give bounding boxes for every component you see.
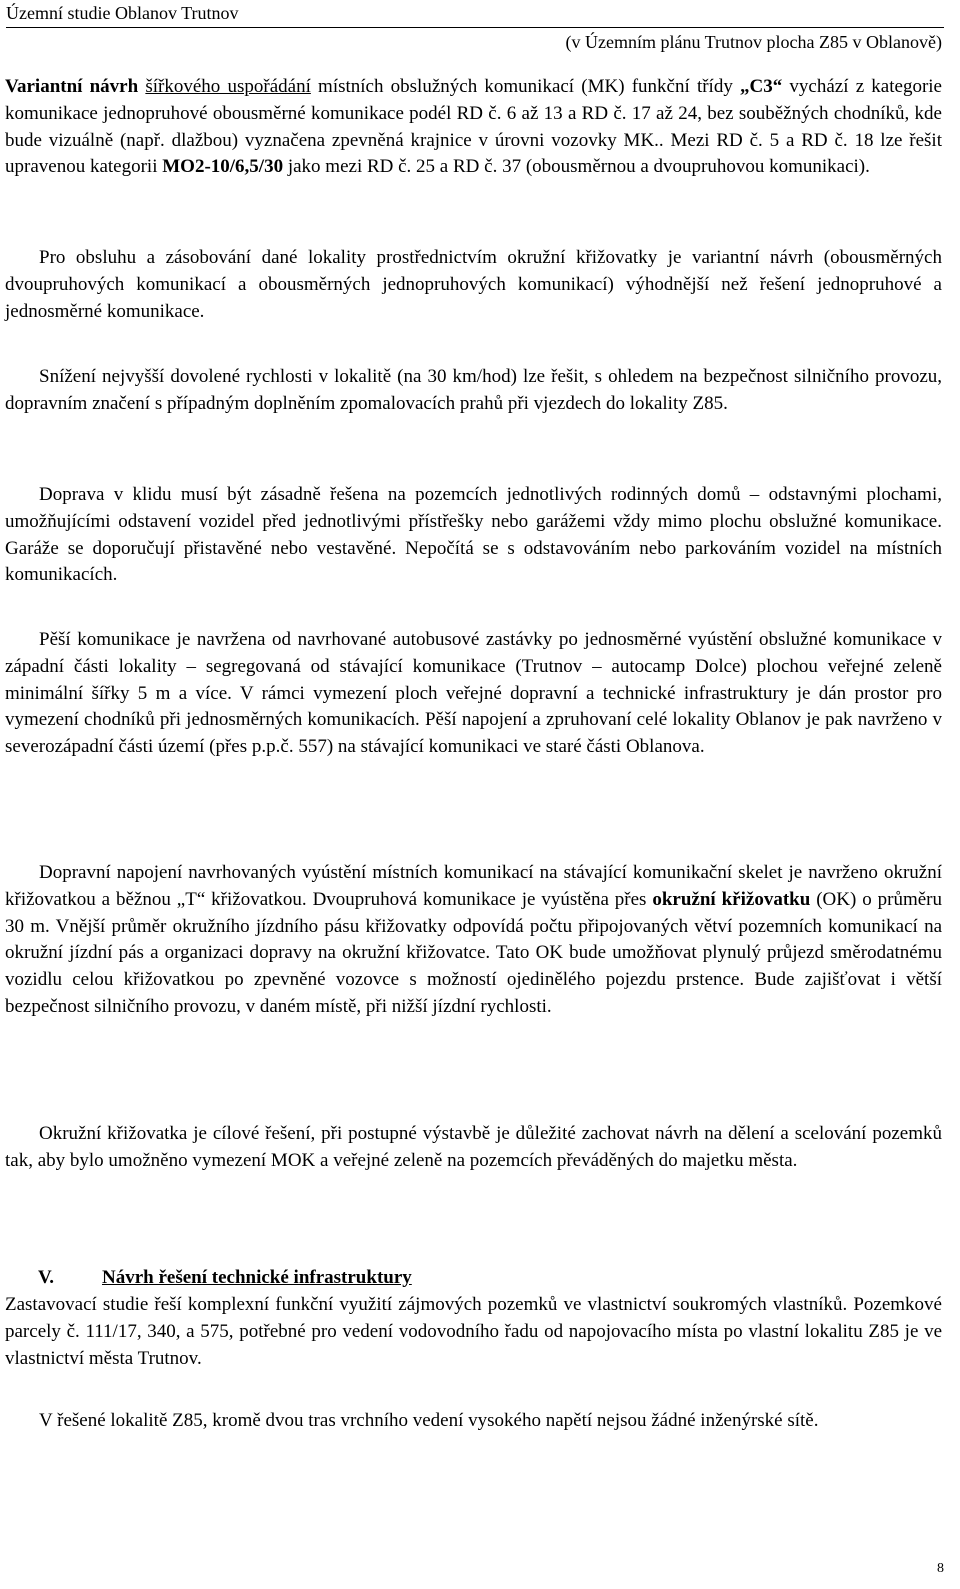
p1-text-2: vychází z kategorie komunikace jednopruhové obousměrné komunikace podél RD č. 6 až 13 a RD č. 17 až 24, bez souběžných chodníků, kde bude vizuálně (např. dlažbou) vyznačena zpevněná krajnice v úrovni vozovky MK.. Mezi RD č. 5 a RD č. 18 lze řešit upravenou kategorii bbox=[5, 76, 942, 178]
p1-category: MO2-10/6,5/30 bbox=[162, 156, 284, 178]
paragraph-pedestrian: Pěší komunikace je navržena od navrhované autobusové zastávky po jednosměrné vyústění obslužné komunikace v západní části lokality – segregovaná od stávající komunikace (Trutnov – autocamp Dolce) plochou veřejné zeleně minimální šířky 5 m a více. V rámci vymezení ploch veřejné dopravní a technické infrastruktury je dán prostor pro vymezení chodníků při jednosměrných komunikacích. Pěší napojení a zpruhovaní celé lokality Oblanov je pak navrženo v severozápadní části území (přes p.p.č. 557) na stávající komunikaci ve staré části Oblanova. bbox=[5, 629, 942, 758]
p6-text-1: Dopravní napojení navrhovaných vyústění místních komunikací na stávající komunikační skelet je navrženo okružní křižovatkou a běžnou „T“ křižovatkou. Dvoupruhová komunikace je vyústěna přes bbox=[5, 862, 942, 910]
section-title: Návrh řešení technické infrastruktury bbox=[102, 1267, 412, 1288]
p1-text-1: místních obslužných komunikací (MK) funkční třídy bbox=[310, 76, 741, 97]
p1-class-c3: „C3“ bbox=[740, 76, 783, 97]
paragraph-service-supply: Pro obsluhu a zásobování dané lokality prostřednictvím okružní křižovatky je variantní návrh (obousměrných dvoupruhových komunikací a obousměrných jednopruhových komunikací) výhodnější než řešení jednopruhové a jednosměrné komunikace. bbox=[5, 247, 942, 322]
paragraph-development-study: Zastavovací studie řeší komplexní funkční využití zájmových pozemků ve vlastnictví soukromých vlastníků. Pozemkové parcely č. 111/17, 340, a 575, potřebné pro vedení vodovodního řadu od napojovacího místa po vlastní lokalitu Z85 je ve vlastnictví města Trutnov. bbox=[5, 1294, 942, 1369]
header-rule bbox=[6, 27, 944, 28]
paragraph-static-traffic: Doprava v klidu musí být zásadně řešena na pozemcích jednotlivých rodinných domů – odstavnými plochami, umožňujícími odstavení vozidel před jednotlivými přístřešky nebo garážemi vždy mimo plochu obslužné komunikace. Garáže se doporučují přistavěné nebo vestavěné. Nepočítá se s odstavováním nebo parkováním vozidel na místních komunikacích. bbox=[5, 484, 942, 586]
paragraph-roundabout-target: Okružní křižovatka je cílové řešení, při postupné výstavbě je důležité zachovat návrh na dělení a scelování pozemků tak, aby bylo umožněno vymezení MOK a veřejné zeleně na pozemcích převáděných do majetku města. bbox=[5, 1123, 942, 1171]
p1-bold-lead: Variantní návrh bbox=[5, 76, 139, 97]
page-number: 8 bbox=[937, 1561, 944, 1576]
p1-text-3: jako mezi RD č. 25 a RD č. 37 (obousměrnou a dvoupruhovou komunikaci). bbox=[283, 156, 870, 178]
section-number: V. bbox=[38, 1267, 55, 1288]
p6-text-2: (OK) o průměru 30 m. Vnější průměr okružního jízdního pásu křižovatky odpovídá počtu připojovaných větví pozemních komunikací na okružní jízdní pás a organizaci dopravy na okružní křižovatce. Tato OK bude umožňovat plynulý průjezd směrodatnému vozidlu celou křižovatkou po zpevněné vozovce s možností ojedinělého pojezdu prstence. Bude zajišťovat i větší bezpečnost silničního provozu, v daném místě, při nižší jízdní rychlosti. bbox=[5, 888, 942, 1017]
header-title: Územní studie Oblanov Trutnov bbox=[6, 3, 239, 23]
paragraph-variant-design bbox=[5, 74, 942, 181]
paragraph-traffic-connection bbox=[5, 860, 942, 1021]
paragraph-utility-networks: V řešené lokalitě Z85, kromě dvou tras vrchního vedení vysokého napětí nejsou žádné inženýrské sítě. bbox=[39, 1410, 819, 1431]
p6-roundabout: okružní křižovatku bbox=[652, 888, 811, 910]
paragraph-speed-limit: Snížení nejvyšší dovolené rychlosti v lokalitě (na 30 km/hod) lze řešit, s ohledem na bezpečnost silničního provozu, dopravním značení s případným doplněním zpomalovacích prahů při vjezdech do lokality Z85. bbox=[5, 366, 942, 414]
section-heading bbox=[38, 1265, 412, 1291]
p1-underlined: šířkového uspořádání bbox=[145, 76, 311, 97]
header-subtitle: (v Územním plánu Trutnov plocha Z85 v Oblanově) bbox=[565, 32, 942, 52]
